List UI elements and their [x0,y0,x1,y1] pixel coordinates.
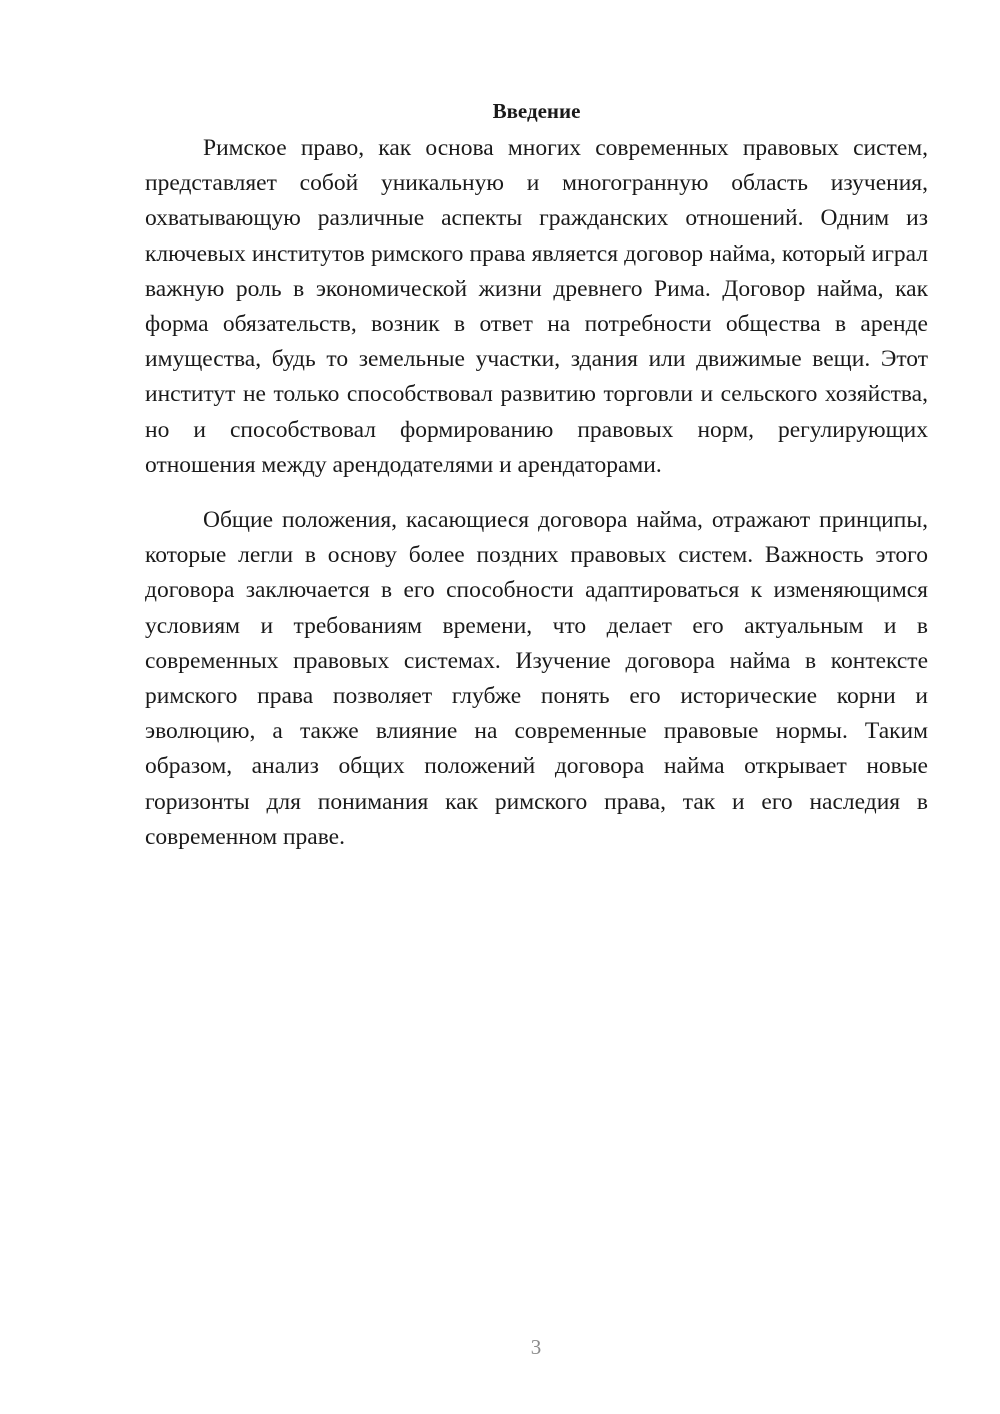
page-number: 3 [530,1335,542,1359]
section-heading: Введение [492,99,581,123]
paragraph-general-provisions: Общие положения, касающиеся договора найма, отражают принципы, которые легли в основу более поздних правовых систем. Важность этого договора заключается в его способности адаптироваться к изменяющимся условиям и требованиям времени, что делает его актуальным и в современных правовых системах. Изучение договора найма в контексте римского права позволяет глубже понять его исторические корни и эволюцию, а также влияние на современные правовые нормы. Таким образом, анализ общих положений договора найма открывает новые горизонты для понимания как римского права, так и его наследия в современном праве. [145,507,928,850]
page-content [145,95,928,855]
paragraph-intro: Римское право, как основа многих современных правовых систем, представляет собой уникальную и многогранную область изучения, охватывающую различные аспекты гражданских отношений. Одним из ключевых институтов римского права является договор найма, который играл важную роль в экономической жизни древнего Рима. Договор найма, как форма обязательств, возник в ответ на потребности общества в аренде имущества, будь то земельные участки, здания или движимые вещи. Этот институт не только способствовал развитию торговли и сельского хозяйства, но и способствовал формированию правовых норм, регулирующих отношения между арендодателями и арендаторами. [145,135,928,478]
